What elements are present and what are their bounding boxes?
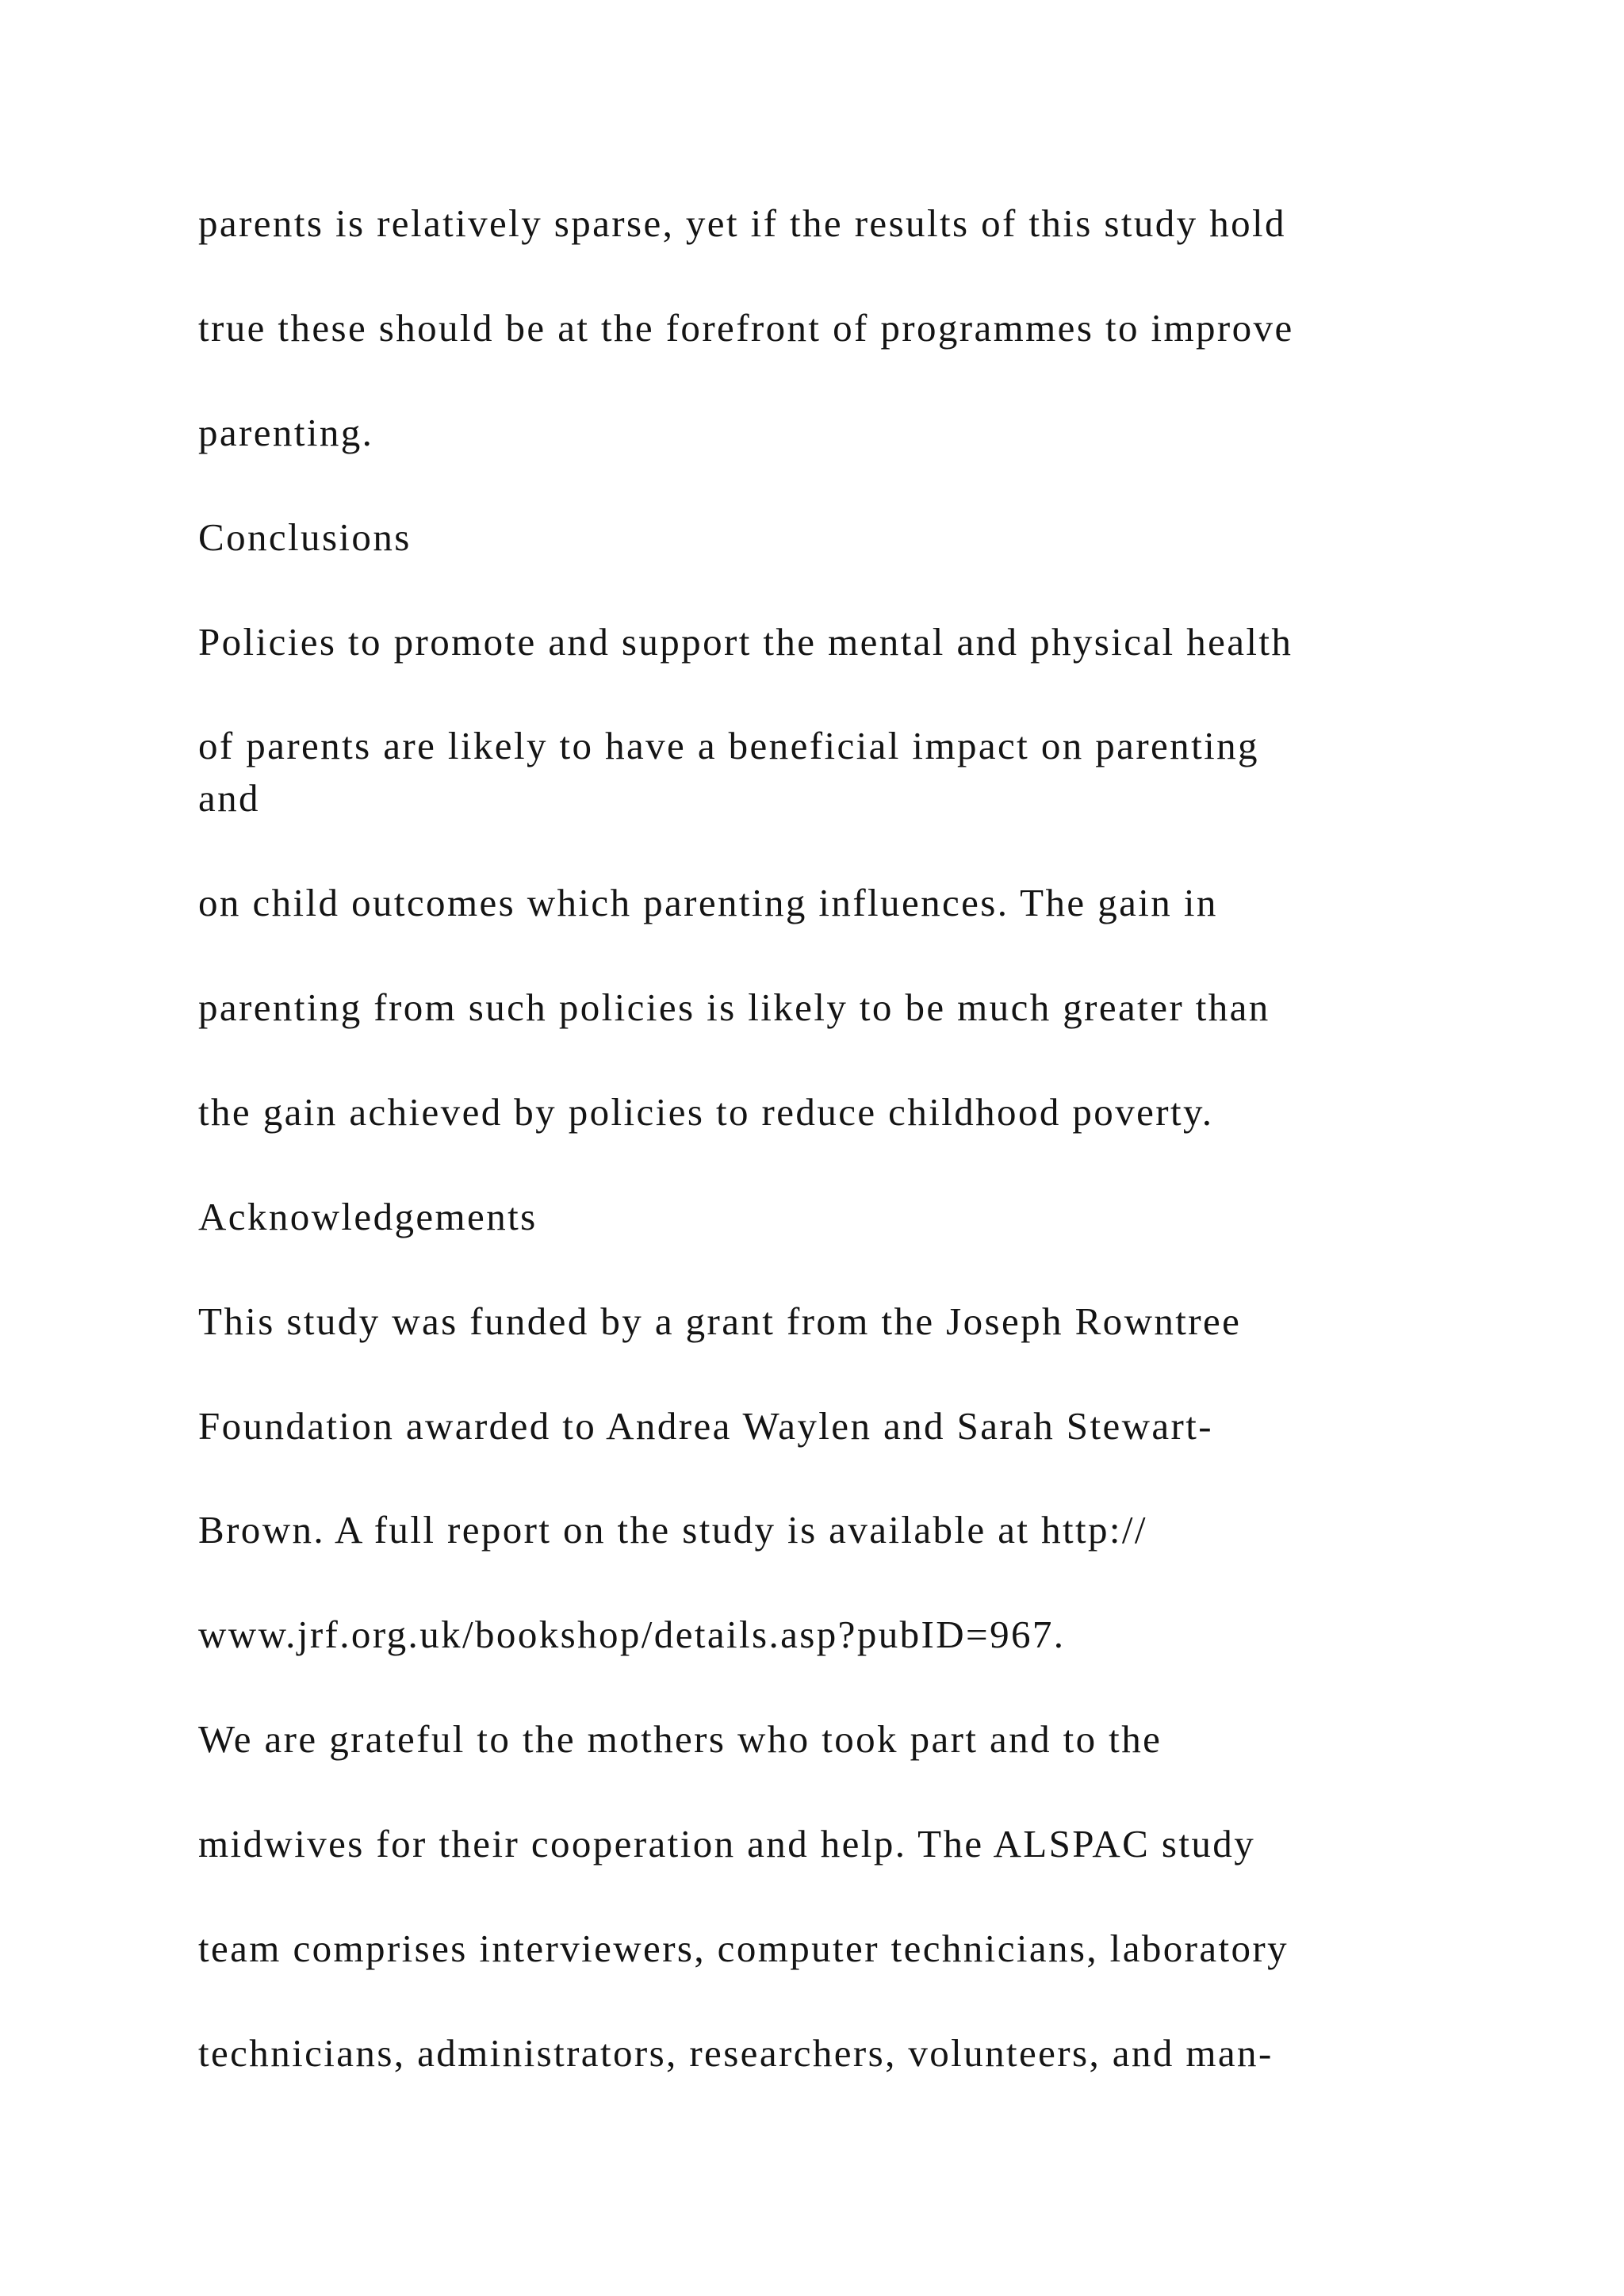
- body-text-line: parenting from such policies is likely to be much greater than: [198, 985, 1270, 1029]
- report-url-line: www.jrf.org.uk/bookshop/details.asp?pubID=967.: [198, 1613, 1066, 1656]
- body-text-line: team comprises interviewers, computer technicians, laboratory: [198, 1927, 1289, 1970]
- section-heading-acknowledgements: Acknowledgements: [198, 1195, 538, 1238]
- body-text-line: technicians, administrators, researchers, volunteers, and man-: [198, 2031, 1274, 2075]
- body-text-line: the gain achieved by policies to reduce childhood poverty.: [198, 1090, 1214, 1134]
- body-text-line: of parents are likely to have a beneficial impact on parenting: [198, 724, 1259, 767]
- body-text-line: This study was funded by a grant from the Joseph Rowntree: [198, 1299, 1242, 1343]
- body-text-line: parents is relatively sparse, yet if the results of this study hold: [198, 201, 1286, 245]
- body-text-line: parenting.: [198, 411, 374, 454]
- body-text-line: and: [198, 776, 260, 820]
- body-text-line: Brown. A full report on the study is available at http://: [198, 1508, 1147, 1552]
- body-text-line: midwives for their cooperation and help. The ALSPAC study: [198, 1822, 1256, 1866]
- body-text-line: true these should be at the forefront of programmes to improve: [198, 306, 1294, 350]
- body-text-line: Foundation awarded to Andrea Waylen and Sarah Stewart-: [198, 1404, 1213, 1448]
- section-heading-conclusions: Conclusions: [198, 515, 412, 559]
- body-text-line: We are grateful to the mothers who took part and to the: [198, 1717, 1162, 1761]
- body-text-line: Policies to promote and support the mental and physical health: [198, 620, 1293, 664]
- body-text-line: on child outcomes which parenting influences. The gain in: [198, 881, 1218, 924]
